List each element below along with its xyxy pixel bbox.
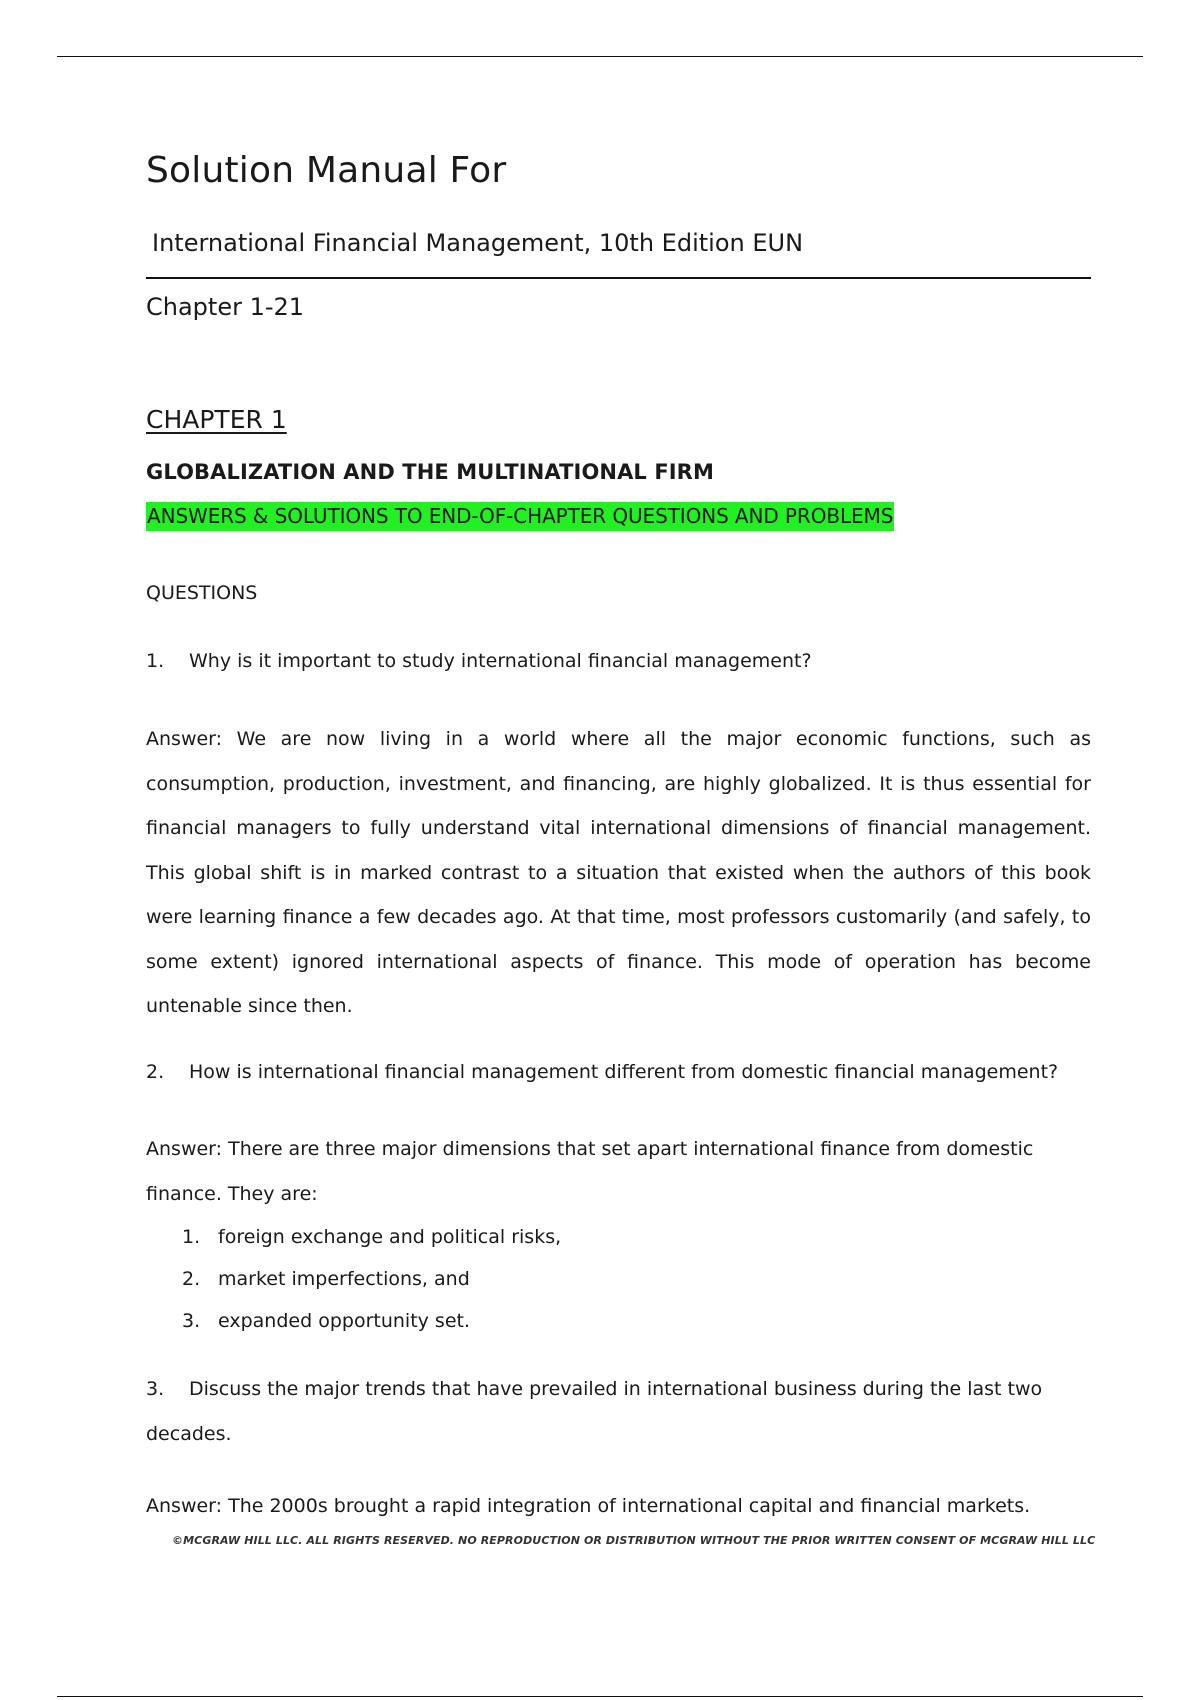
question-number: 1. xyxy=(146,650,165,672)
question-text: Why is it important to study international financial management? xyxy=(189,650,812,672)
answer-2: Answer: There are three major dimensions that set apart international finance from domestic finance. They are: xyxy=(146,1138,1034,1205)
question-number: 3. xyxy=(146,1378,165,1400)
answer-1: Answer: We are now living in a world where all the major economic functions, such as consumption, production, investment, and financing, are highly globalized. It is thus essential for financial managers to fully understand vital international dimensions of financial management. This global shift is in marked contrast to a situation that existed when the authors of this book were learning finance a few decades ago. At that time, most professors customarily (and safely, to some extent) ignored international aspects of finance. This mode of operation has become untenable since then. xyxy=(146,728,1091,1017)
book-title: International Financial Management, 10th Edition EUN xyxy=(152,229,804,257)
question-3-continued: decades. xyxy=(146,1423,232,1445)
list-item: 1. foreign exchange and political risks, xyxy=(182,1226,562,1248)
chapter-label: CHAPTER 1 xyxy=(146,405,287,434)
question-3 xyxy=(146,1378,1042,1400)
highlighted-heading: ANSWERS & SOLUTIONS TO END-OF-CHAPTER QUESTIONS AND PROBLEMS xyxy=(146,502,894,531)
list-item: 2. market imperfections, and xyxy=(182,1268,470,1290)
section-heading: QUESTIONS xyxy=(146,582,258,604)
page-title: Solution Manual For xyxy=(146,150,507,191)
top-divider xyxy=(57,56,1143,57)
answer-3: Answer: The 2000s brought a rapid integration of international capital and financial markets. xyxy=(146,1495,1031,1517)
question-text: How is international financial management different from domestic financial management? xyxy=(189,1061,1059,1083)
question-2 xyxy=(146,1061,1058,1083)
answer-2-list xyxy=(182,1216,561,1342)
bottom-divider xyxy=(57,1696,1143,1697)
list-item: 3. expanded opportunity set. xyxy=(182,1310,471,1332)
question-text: Discuss the major trends that have prevailed in international business during the last two xyxy=(189,1378,1043,1400)
chapter-range: Chapter 1-21 xyxy=(146,293,305,321)
title-divider xyxy=(146,277,1091,279)
question-1 xyxy=(146,650,812,672)
question-number: 2. xyxy=(146,1061,165,1083)
chapter-title: GLOBALIZATION AND THE MULTINATIONAL FIRM xyxy=(146,460,714,484)
copyright-footer: ©MCGRAW HILL LLC. ALL RIGHTS RESERVED. NO REPRODUCTION OR DISTRIBUTION WITHOUT THE PRIOR WRITTEN CONSENT OF MCGRAW HILL LLC xyxy=(172,1534,1096,1547)
